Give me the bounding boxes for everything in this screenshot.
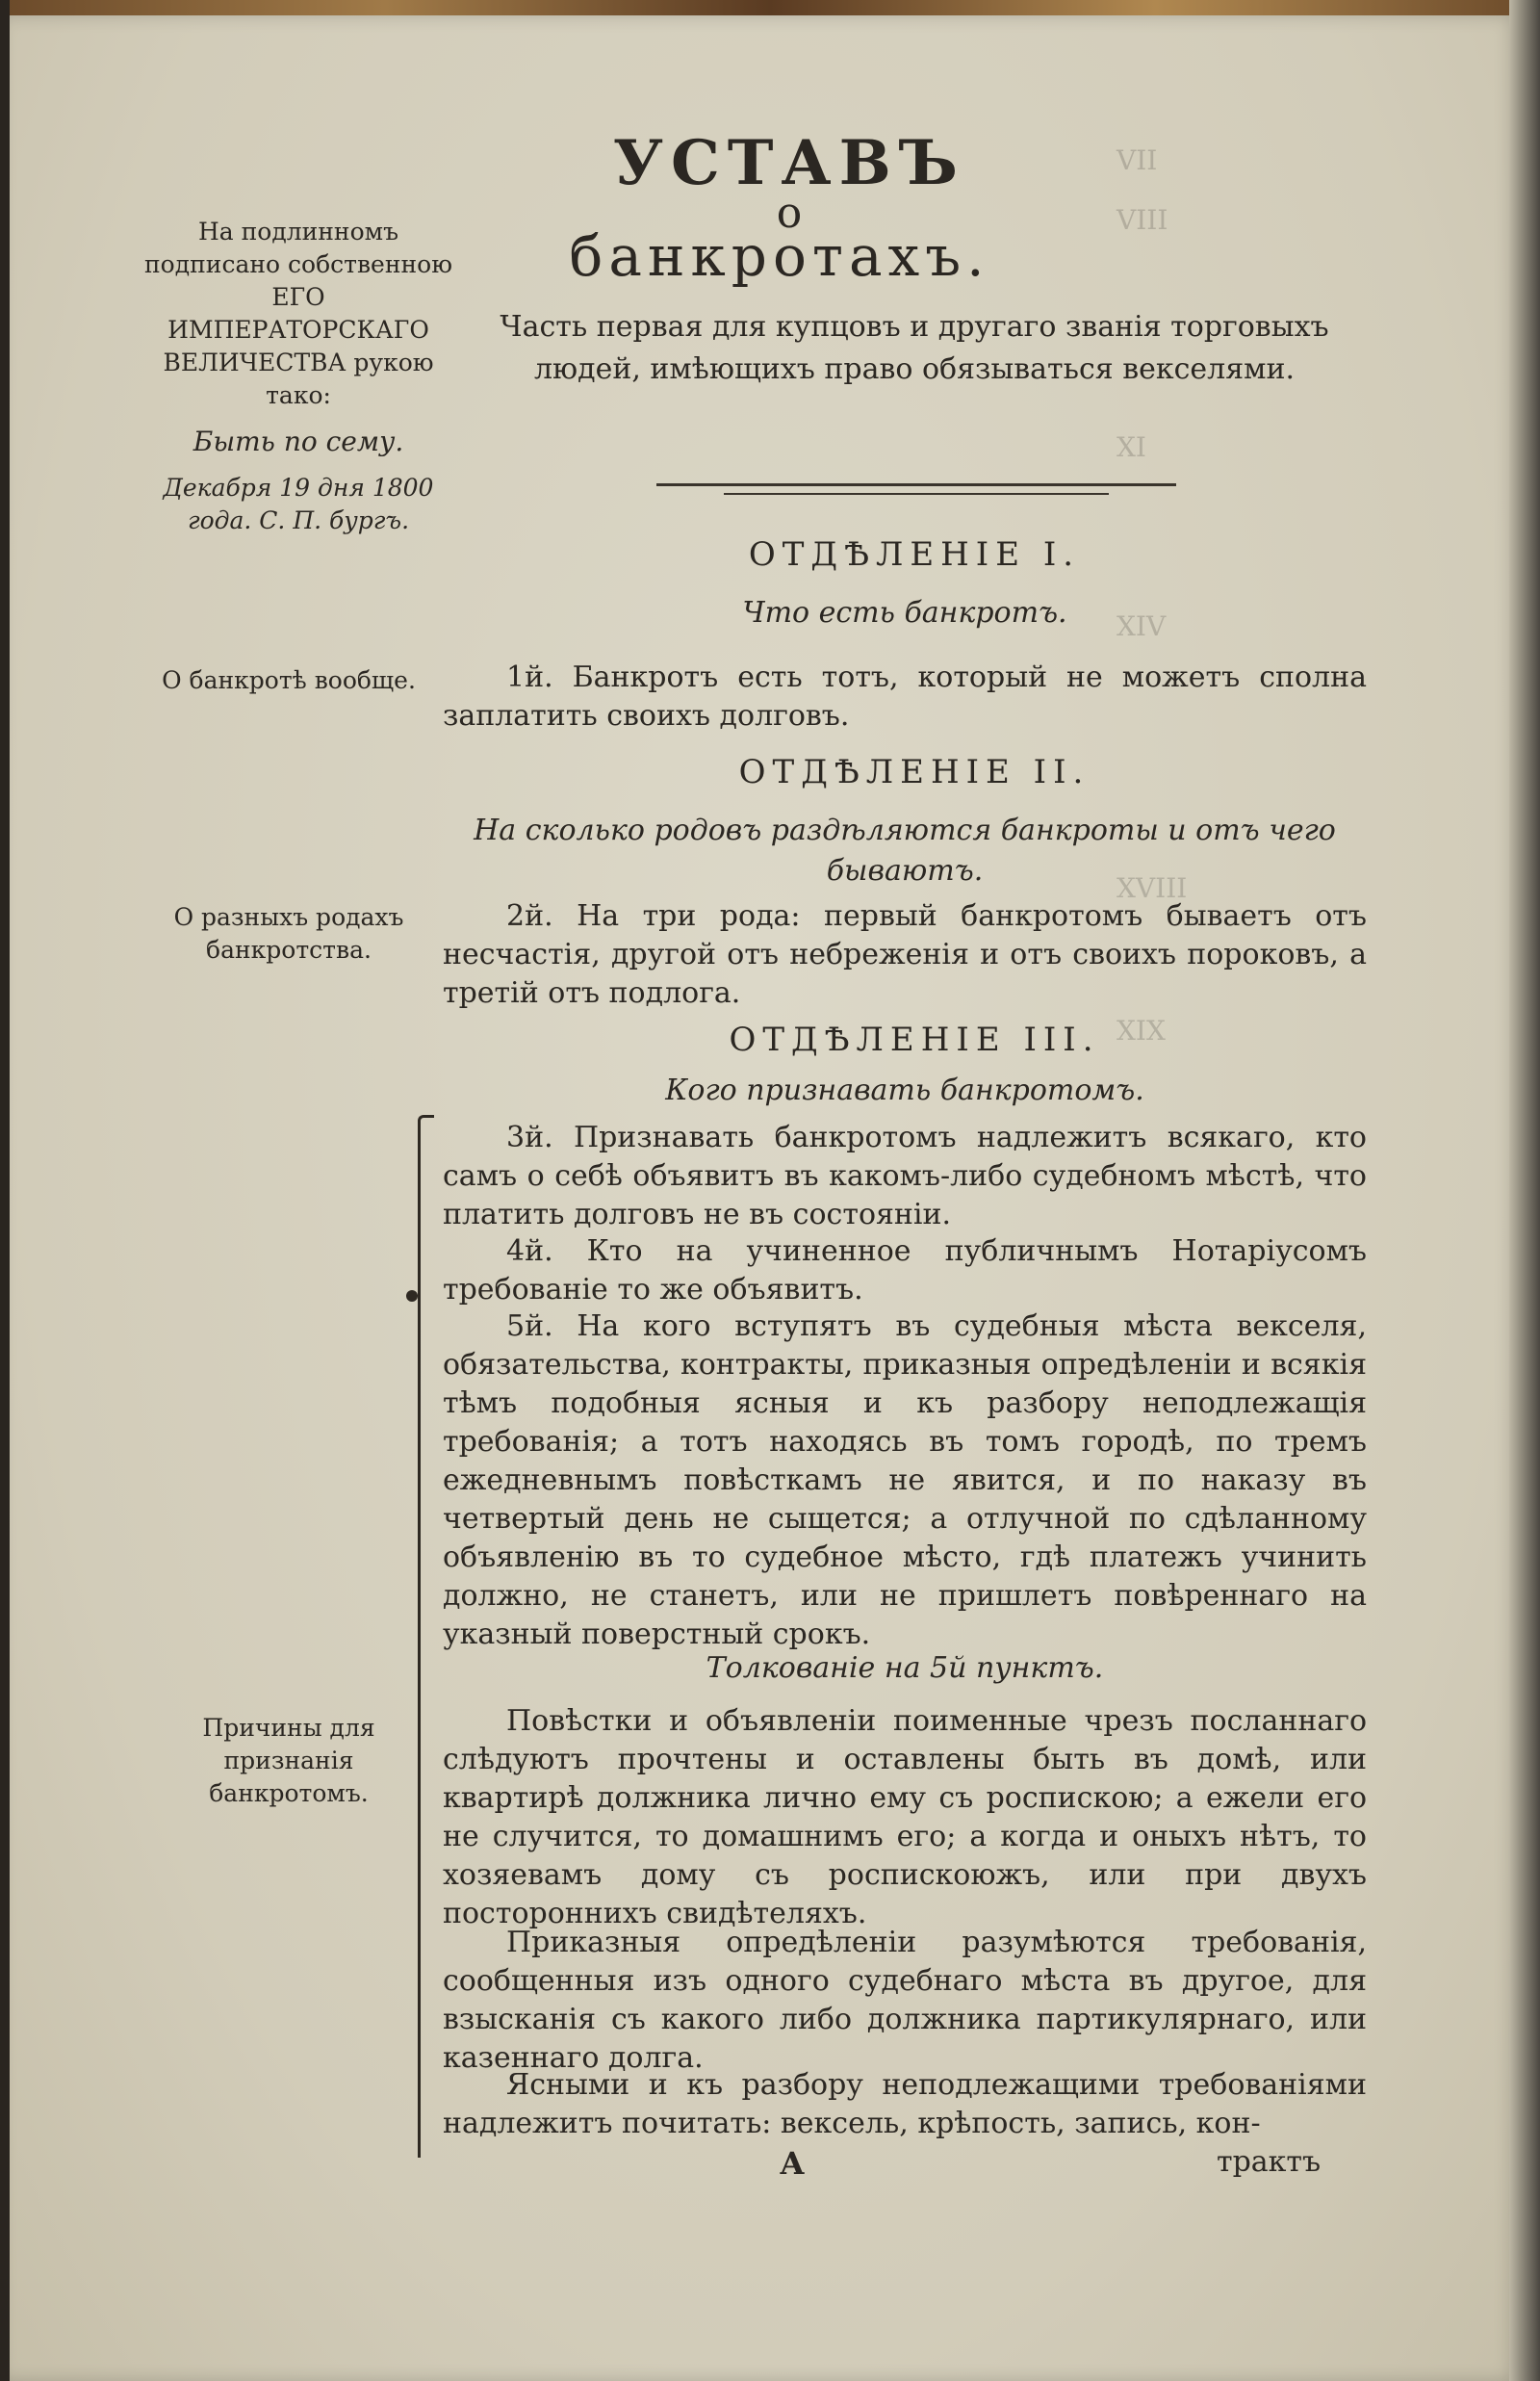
- section-subheading: На сколько родовъ раздѣляются банкроты и отъ чего бываютъ.: [474, 814, 1336, 888]
- margin-bracket: [418, 1115, 434, 2158]
- margin-note: Причины для признанія банкротомъ.: [202, 1714, 375, 1807]
- paragraph: [443, 659, 1367, 736]
- divider-rule: [656, 483, 1176, 486]
- paragraph-text: 2й. На три рода: первый банкротомъ бываетъ отъ несчастія, другой отъ небреженія и отъ своихъ пороковъ, а третій отъ подлога.: [443, 899, 1367, 1010]
- bleed-through-mark: XVIII: [1116, 872, 1188, 904]
- paragraph: [443, 1307, 1367, 1654]
- bleed-through-mark: XI: [1116, 431, 1146, 463]
- margin-note-resolution: Быть по сему.: [192, 426, 404, 457]
- left-binding-edge: [0, 0, 10, 2381]
- margin-bracket-mark: [406, 1290, 418, 1302]
- paragraph-text: 4й. Кто на учиненное публичнымъ Нотаріусомъ требованіе то же объявитъ.: [443, 1234, 1367, 1307]
- paragraph-text: Приказныя опредѣленіи разумѣются требованія, сообщенныя изъ одного судебнаго мѣста въ другое, для взысканія съ какого либо должника партикулярнаго, или казеннаго долга.: [443, 1926, 1367, 2075]
- margin-note-signature: [144, 216, 452, 537]
- paragraph: [443, 1119, 1367, 1234]
- part-heading: Часть первая для купцовъ и другаго званія торговыхъ людей, имѣющихъ право обязываться векселями.: [500, 310, 1329, 386]
- paragraph-text: Повѣстки и объявленіи поименные чрезъ посланнаго слѣдуютъ прочтены и оставлены быть въ домѣ, или квартирѣ должника лично ему съ роспискою; а ежели его не случится, то домашнимъ его; а когда и оныхъ нѣтъ, то хозяевамъ дому съ роспискоюжъ, или при двухъ постороннихъ свидѣтеляхъ.: [443, 1704, 1367, 1930]
- divider-rule: [724, 493, 1109, 495]
- interpretation-heading: Толкованіе на 5й пунктъ.: [706, 1651, 1104, 1685]
- paragraph-text: 1й. Банкротъ есть тотъ, который не можетъ сполна заплатить своихъ долговъ.: [443, 660, 1367, 733]
- margin-note: О разныхъ родахъ банкротства.: [173, 903, 404, 964]
- paragraph: [443, 897, 1367, 1013]
- bleed-through-mark: XIX: [1116, 1015, 1166, 1047]
- paragraph: [443, 1702, 1367, 1933]
- section-heading: ОТДѢЛЕНІЕ II.: [738, 753, 1091, 791]
- margin-note-original: На подлинномъ подписано собственною ЕГО ИМПЕРАТОРСКАГО ВЕЛИЧЕСТВА рукою тако:: [144, 218, 452, 409]
- bleed-through-mark: VIII: [1116, 204, 1168, 236]
- margin-note-date: Декабря 19 дня 1800 года. С. П. бургъ.: [163, 474, 434, 534]
- document-title: УСТАВЪ: [613, 127, 965, 199]
- section-subheading: Кого признавать банкротомъ.: [665, 1074, 1144, 1107]
- signature-mark: А: [780, 2145, 806, 2182]
- document-subtitle: банкротахъ.: [569, 223, 990, 289]
- right-page-edge: [1509, 0, 1540, 2381]
- paragraph-text: Ясными и къ разбору неподлежащими требованіями надлежитъ почитать: вексель, крѣпость, запись, кон-: [443, 2068, 1367, 2140]
- title-preposition: о: [776, 189, 803, 238]
- bleed-through-mark: VII: [1116, 144, 1158, 176]
- margin-note: О банкротѣ вообще.: [162, 666, 416, 694]
- paragraph: [443, 1924, 1367, 2078]
- paragraph: [443, 1232, 1367, 1309]
- bleed-through-mark: XIV: [1116, 610, 1167, 642]
- paragraph: [443, 2066, 1367, 2143]
- catchword: трактъ: [1217, 2145, 1322, 2179]
- section-heading: ОТДѢЛЕНІЕ III.: [729, 1021, 1100, 1059]
- paragraph-text: 5й. На кого вступятъ въ судебныя мѣста векселя, обязательства, контракты, приказныя опредѣленіи и всякія тѣмъ подобныя ясныя и къ разбору неподлежащія требованія; а тотъ находясь въ томъ городѣ, по тремъ ежедневнымъ повѣсткамъ не явится, и по наказу въ четвертый день не сыщется; а отлучной по сдѣланному объявленію въ то судебное мѣсто, гдѣ платежъ учинить должно, не станетъ, или не пришлетъ повѣреннаго на указный поверстный срокъ.: [443, 1309, 1367, 1651]
- section-heading: ОТДѢЛЕНІЕ I.: [748, 535, 1081, 574]
- paragraph-text: 3й. Признавать банкротомъ надлежитъ всякаго, кто самъ о себѣ объявитъ въ какомъ-либо судебномъ мѣстѣ, что платить долговъ не въ состояніи.: [443, 1121, 1367, 1231]
- section-subheading: Что есть банкротъ.: [742, 596, 1067, 630]
